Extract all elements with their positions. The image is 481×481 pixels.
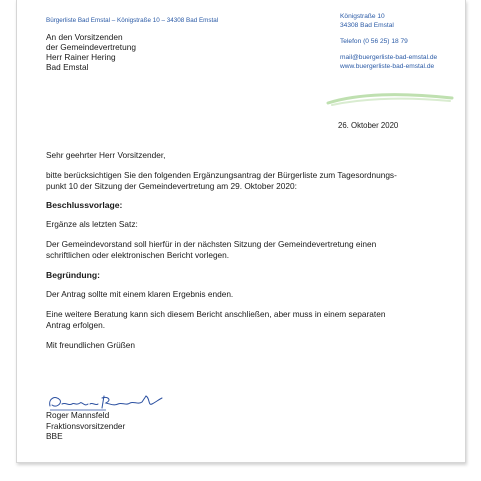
resolution-body-line: Der Gemeindevorstand soll hierfür in der nächsten Sitzung der Gemeindevertretung einen <box>46 238 377 249</box>
letterhead-swoosh-graphic <box>326 90 454 108</box>
signatory-title: Fraktionsvorsitzender <box>46 420 126 431</box>
recipient-line: der Gemeindevertretung <box>46 42 136 52</box>
recipient-line: Bad Emstal <box>46 62 89 72</box>
contact-block <box>340 12 437 71</box>
letter-body <box>46 150 446 351</box>
recipient-line: Herr Rainer Hering <box>46 52 116 62</box>
closing: Mit freundlichen Grüßen <box>46 339 136 350</box>
contact-phone: Telefon (0 56 25) 18 79 <box>340 38 408 45</box>
resolution-body-line: schriftlichen oder elektronischen Bericht vorlegen. <box>46 250 230 260</box>
reason-body-line: Antrag erfolgen. <box>46 320 106 330</box>
intro-line: punkt 10 der Sitzung der Gemeindevertretung am 29. Oktober 2020: <box>46 181 297 191</box>
contact-web-link[interactable]: www.buergerliste-bad-emstal.de <box>340 63 435 70</box>
signatory-org: BBE <box>46 431 63 441</box>
sender-address-line: Bürgerliste Bad Emstal – Königstraße 10 – 34308 Bad Emstal <box>46 17 219 24</box>
contact-street: Königstraße 10 <box>340 13 385 20</box>
contact-email-link[interactable]: mail@buergerliste-bad-emstal.de <box>340 54 438 61</box>
recipient-address <box>46 32 136 72</box>
signatory-name: Roger Mannsfeld <box>46 410 110 420</box>
reason-body-line: Eine weitere Beratung kann sich diesem Bericht anschließen, aber muss in einem separaten <box>46 308 386 319</box>
salutation: Sehr geehrter Herr Vorsitzender, <box>46 150 166 160</box>
reason-text: Der Antrag sollte mit einem klaren Ergebnis enden. <box>46 289 234 299</box>
contact-city: 34308 Bad Emstal <box>340 22 394 29</box>
resolution-heading: Beschlussvorlage: <box>46 199 123 210</box>
intro-line: bitte berücksichtigen Sie den folgenden Ergänzungsantrag der Bürgerliste zum Tagesordnungs- <box>46 169 397 180</box>
letter-date: 26. Oktober 2020 <box>338 121 399 130</box>
reason-heading: Begründung: <box>46 269 100 280</box>
recipient-line: An den Vorsitzenden <box>46 32 123 42</box>
resolution-text: Ergänze als letzten Satz: <box>46 219 138 229</box>
signature-block <box>46 410 125 442</box>
